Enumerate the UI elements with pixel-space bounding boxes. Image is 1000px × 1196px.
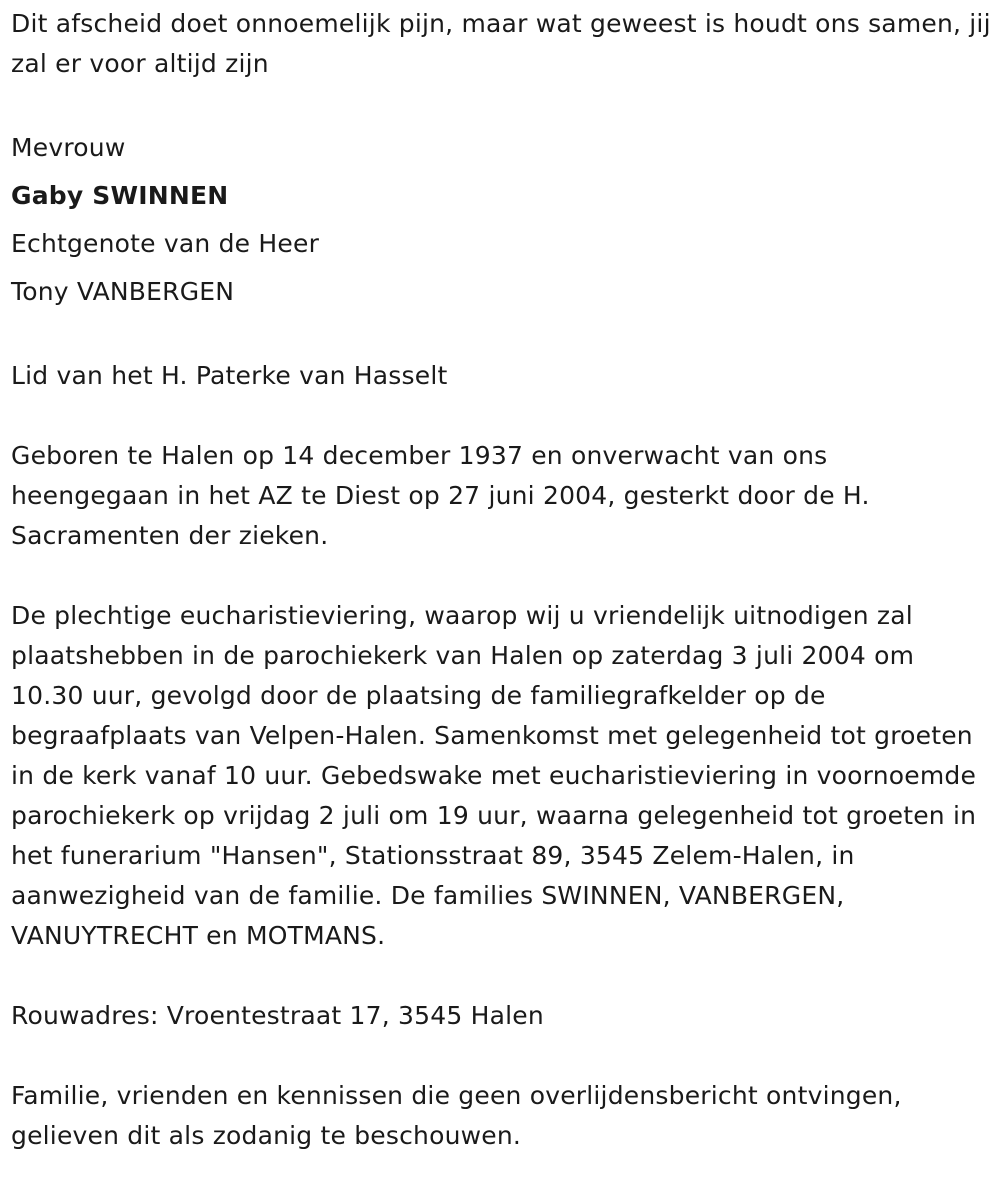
motto-text: Dit afscheid doet onnoemelijk pijn, maar wat geweest is houdt ons samen, jij zal er voor altijd zijn: [11, 9, 991, 78]
spouse-name: Tony VANBERGEN: [11, 277, 235, 306]
deceased-name: Gaby SWINNEN: [11, 181, 229, 210]
spouse-intro-text: Echtgenote van de Heer: [11, 229, 320, 258]
service-text: De plechtige eucharistieviering, waarop wij u vriendelijk uitnodigen zal plaatshebben in de parochiekerk van Halen op zaterdag 3 juli 2004 om 10.30 uur, gevolgd door de plaatsing de familiegrafkelder op de begraafplaats van Velpen-Halen. Samenkomst met gelegenheid tot groeten in de kerk vanaf 10 uur. Gebedswake met eucharistieviering in voornoemde parochiekerk op vrijdag 2 juli om 19 uur, waarna gelegenheid tot groeten in het funerarium "Hansen", Stationsstraat 89, 3545 Zelem-Halen, in aanwezigheid van de familie. De families SWINNEN, VANBERGEN, VANUYTRECHT en MOTMANS.: [11, 601, 977, 950]
obituary-document: [11, 4, 991, 1196]
deceased-block: [11, 124, 991, 316]
title-text: Mevrouw: [11, 133, 126, 162]
membership-text: Lid van het H. Paterke van Hasselt: [11, 361, 448, 390]
address-text: Rouwadres: Vroentestraat 17, 3545 Halen: [11, 1001, 544, 1030]
birth-death-text: Geboren te Halen op 14 december 1937 en onverwacht van ons heengegaan in het AZ te Diest op 27 juni 2004, gesterkt door de H. Sacramenten der zieken.: [11, 441, 870, 550]
closing-text: Familie, vrienden en kennissen die geen overlijdensbericht ontvingen, gelieven dit als zodanig te beschouwen.: [11, 1081, 902, 1150]
